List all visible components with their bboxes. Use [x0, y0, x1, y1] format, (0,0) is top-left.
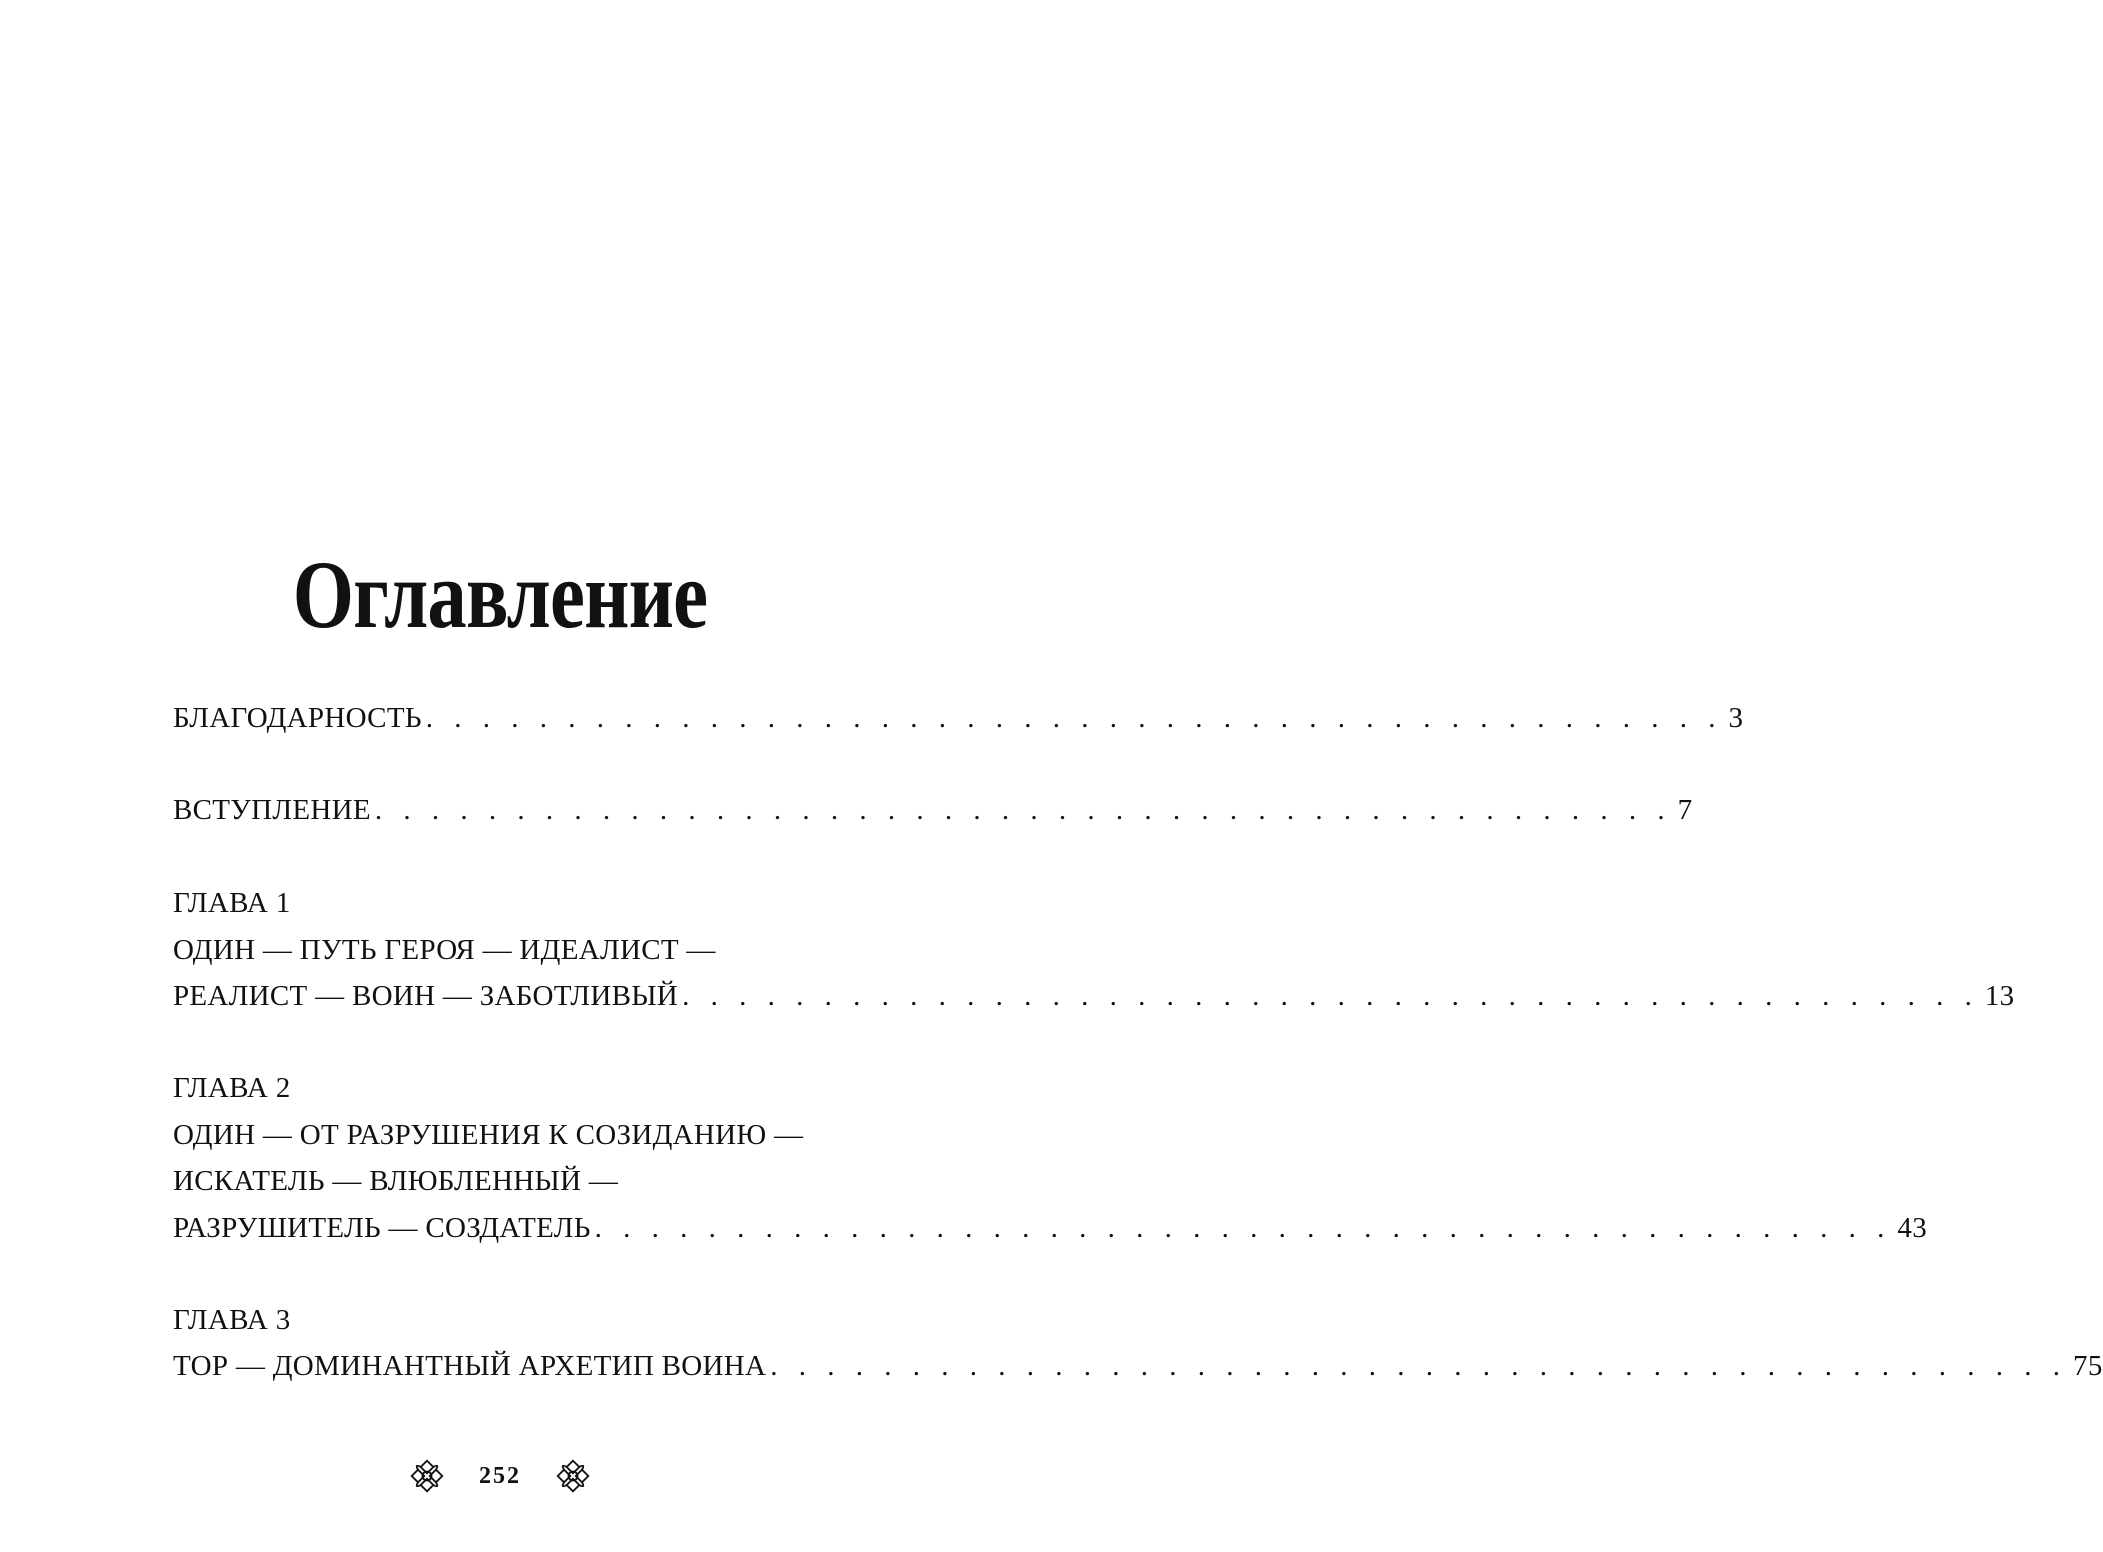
- toc-entry-chapter-3[interactable]: [173, 1346, 2103, 1386]
- toc-page-number: 43: [1897, 1212, 1928, 1244]
- dot-leader: . . . . . . . . . . . . . . . . . . . . . . . . . . . . . . . . . . . . . . . . . . . . . .: [682, 980, 1979, 1012]
- toc-entry-chapter-1[interactable]: [173, 976, 2015, 1016]
- toc-entry-title: ВСТУПЛЕНИЕ: [173, 794, 371, 826]
- toc-entry-line: ИСКАТЕЛЬ — ВЛЮБЛЕННЫЙ —: [173, 1165, 619, 1197]
- toc-entry-title: БЛАГОДАРНОСТЬ: [173, 702, 422, 734]
- toc-entry-introduction[interactable]: [173, 790, 1693, 830]
- toc-entry-title: РЕАЛИСТ — ВОИН — ЗАБОТЛИВЫЙ: [173, 980, 679, 1012]
- toc-entry-title: РАЗРУШИТЕЛЬ — СОЗДАТЕЛЬ: [173, 1212, 591, 1244]
- page-footer: [0, 1456, 1000, 1496]
- dot-leader: . . . . . . . . . . . . . . . . . . . . . . . . . . . . . . . . . . . . . . . . . . . . . .: [425, 702, 1723, 734]
- toc-page-number: 7: [1677, 794, 1693, 826]
- dot-leader: . . . . . . . . . . . . . . . . . . . . . . . . . . . . . . . . . . . . . . . . . . . . . .: [770, 1350, 2068, 1382]
- toc-entry-title: ТОР — ДОМИНАНТНЫЙ АРХЕТИП ВОИНА: [173, 1350, 767, 1382]
- page-title: Оглавление: [292, 541, 708, 648]
- page-number: 252: [479, 1462, 521, 1489]
- toc-chapter-label: ГЛАВА 2: [173, 1072, 291, 1104]
- toc-entry-chapter-2[interactable]: [173, 1208, 1928, 1248]
- toc-entry-line: ОДИН — ОТ РАЗРУШЕНИЯ К СОЗИДАНИЮ —: [173, 1119, 804, 1151]
- toc-entry-acknowledgements[interactable]: [173, 698, 1744, 738]
- toc-chapter-label: ГЛАВА 1: [173, 887, 291, 919]
- dot-leader: . . . . . . . . . . . . . . . . . . . . . . . . . . . . . . . . . . . . . . . . . . . . . .: [594, 1212, 1892, 1244]
- dot-leader: . . . . . . . . . . . . . . . . . . . . . . . . . . . . . . . . . . . . . . . . . . . . . .: [374, 794, 1672, 826]
- toc-page-number: 3: [1728, 702, 1744, 734]
- toc-chapter-label: ГЛАВА 3: [173, 1304, 291, 1336]
- toc-page-number: 13: [1984, 980, 2015, 1012]
- toc-page-number: 75: [2073, 1350, 2103, 1382]
- celtic-knot-icon: [409, 1458, 445, 1494]
- toc-entry-line: ОДИН — ПУТЬ ГЕРОЯ — ИДЕАЛИСТ —: [173, 934, 716, 966]
- celtic-knot-icon: [555, 1458, 591, 1494]
